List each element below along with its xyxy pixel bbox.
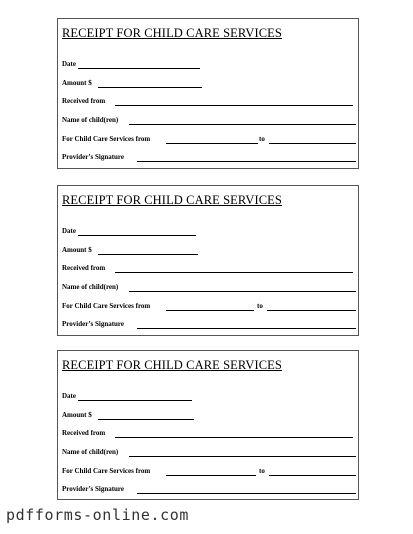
- date-field[interactable]: [78, 400, 192, 401]
- children-label: Name of child(ren): [62, 283, 119, 291]
- to-label: to: [259, 467, 265, 475]
- signature-field[interactable]: [137, 161, 356, 162]
- signature-label: Provider’s Signature: [62, 153, 125, 161]
- amount-field[interactable]: [98, 419, 194, 420]
- receipt-title: RECEIPT FOR CHILD CARE SERVICES: [62, 193, 282, 207]
- services-to-field[interactable]: [269, 475, 356, 476]
- signature-row: [62, 320, 354, 331]
- service-period-row: [62, 302, 354, 313]
- amount-label: Amount $: [62, 246, 92, 254]
- signature-label: Provider’s Signature: [62, 485, 125, 493]
- services-to-field[interactable]: [267, 310, 356, 311]
- received-from-field[interactable]: [115, 105, 353, 106]
- children-field[interactable]: [129, 124, 356, 125]
- received-from-field[interactable]: [115, 272, 353, 273]
- amount-row: [62, 411, 354, 422]
- date-row: [62, 60, 354, 71]
- receipt-title: RECEIPT FOR CHILD CARE SERVICES: [62, 358, 282, 372]
- children-field[interactable]: [129, 456, 356, 457]
- children-field[interactable]: [129, 291, 356, 292]
- children-label: Name of child(ren): [62, 448, 119, 456]
- receipt-title: RECEIPT FOR CHILD CARE SERVICES: [62, 26, 282, 40]
- signature-field[interactable]: [137, 328, 356, 329]
- signature-row: [62, 153, 354, 164]
- received-from-label: Received from: [62, 429, 106, 437]
- signature-label: Provider’s Signature: [62, 320, 125, 328]
- received-from-field[interactable]: [115, 437, 353, 438]
- services-from-label: For Child Care Services from: [62, 302, 151, 310]
- date-row: [62, 392, 354, 403]
- received-from-row: [62, 429, 354, 440]
- services-from-field[interactable]: [166, 310, 254, 311]
- received-from-label: Received from: [62, 97, 106, 105]
- services-from-label: For Child Care Services from: [62, 467, 151, 475]
- received-from-row: [62, 97, 354, 108]
- amount-field[interactable]: [98, 87, 202, 88]
- date-label: Date: [62, 227, 76, 235]
- date-field[interactable]: [78, 68, 200, 69]
- date-label: Date: [62, 392, 76, 400]
- receipt-2: [57, 185, 359, 336]
- amount-label: Amount $: [62, 79, 92, 87]
- service-period-row: [62, 135, 354, 146]
- receipt-1: [57, 18, 359, 169]
- date-label: Date: [62, 60, 76, 68]
- amount-field[interactable]: [98, 254, 198, 255]
- amount-row: [62, 79, 354, 90]
- children-row: [62, 283, 354, 294]
- received-from-row: [62, 264, 354, 275]
- signature-row: [62, 485, 354, 496]
- services-from-field[interactable]: [166, 143, 258, 144]
- amount-row: [62, 246, 354, 257]
- to-label: to: [259, 135, 265, 143]
- date-row: [62, 227, 354, 238]
- children-row: [62, 448, 354, 459]
- receipt-3: [57, 350, 359, 500]
- services-from-field[interactable]: [166, 475, 256, 476]
- amount-label: Amount $: [62, 411, 92, 419]
- children-row: [62, 116, 354, 127]
- children-label: Name of child(ren): [62, 116, 119, 124]
- service-period-row: [62, 467, 354, 478]
- watermark-text: pdfforms-online.com: [6, 506, 189, 524]
- services-to-field[interactable]: [269, 143, 356, 144]
- received-from-label: Received from: [62, 264, 106, 272]
- to-label: to: [257, 302, 263, 310]
- date-field[interactable]: [78, 235, 196, 236]
- services-from-label: For Child Care Services from: [62, 135, 151, 143]
- signature-field[interactable]: [137, 493, 356, 494]
